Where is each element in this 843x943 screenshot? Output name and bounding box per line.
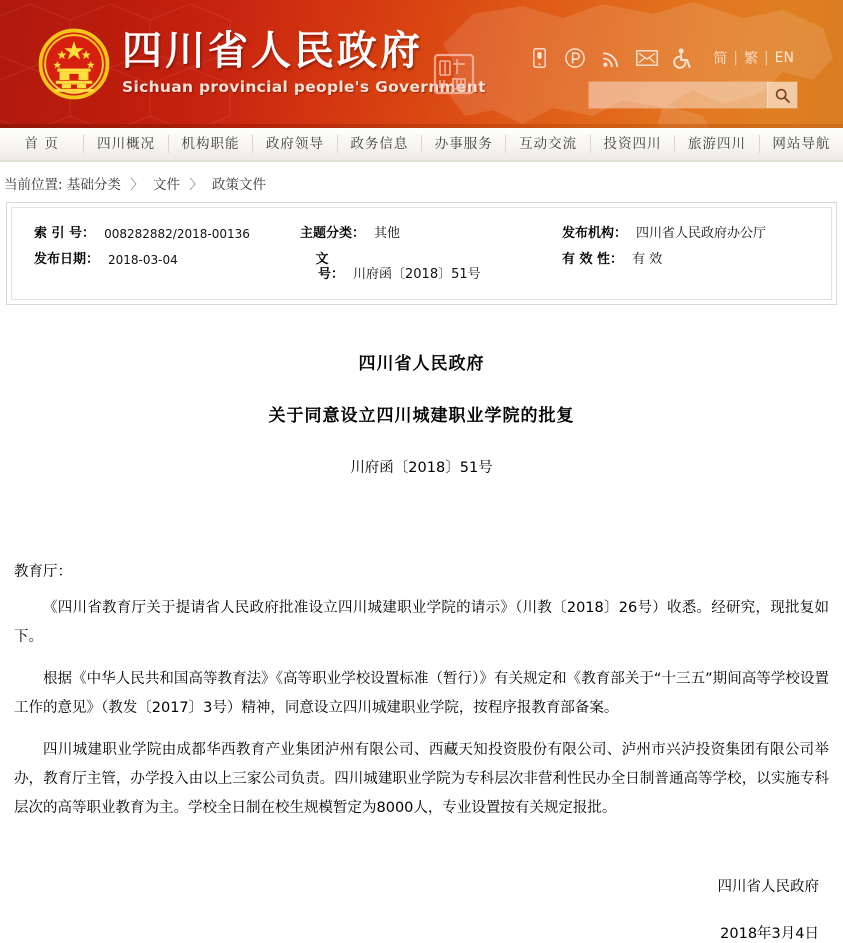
nav-item-home[interactable]: 首 页 <box>0 135 84 153</box>
metadata-date-label: 发布日期： <box>34 252 100 267</box>
document-paragraph-1: 《四川省教育厅关于提请省人民政府批准设立四川城建职业学院的请示》（川教〔2018〕26号）收悉。经研究，现批复如下。 <box>14 600 829 645</box>
metadata-docnumber-label <box>300 251 344 281</box>
document-title-line1: 四川省人民政府 <box>358 354 485 374</box>
metadata-validity <box>562 251 831 269</box>
nav-item-leaders[interactable]: 政府领导 <box>253 135 337 153</box>
breadcrumb-item-policy-documents[interactable]: 政策文件 <box>212 177 267 193</box>
nav-item-investment[interactable]: 投资四川 <box>591 135 675 153</box>
metadata-index-label: 索 引 号： <box>34 226 96 241</box>
search-button[interactable] <box>767 82 797 108</box>
metadata-validity-value: 有 效 <box>632 252 663 267</box>
rss-icon[interactable] <box>600 46 622 70</box>
breadcrumb <box>0 162 843 202</box>
main-navigation <box>0 128 843 162</box>
metadata-row-2 <box>12 247 831 288</box>
document-body <box>0 305 843 943</box>
site-header-banner <box>0 0 843 128</box>
document-signature: 四川省人民政府 <box>717 879 819 895</box>
nav-item-institutions[interactable]: 机构职能 <box>169 135 253 153</box>
mobile-icon[interactable] <box>528 46 550 70</box>
metadata-agency <box>562 225 831 243</box>
sichuan-seal <box>431 48 477 100</box>
breadcrumb-separator-1: 〉 <box>130 177 144 193</box>
metadata-index <box>12 225 300 243</box>
lang-sep-2: | <box>763 50 769 66</box>
site-title-cn: 四川省人民政府 <box>122 28 423 74</box>
national-emblem <box>36 26 112 102</box>
document-metadata-panel <box>6 202 837 305</box>
lang-sep-1: | <box>733 50 738 66</box>
nav-item-sitemap[interactable]: 网站导航 <box>772 136 831 152</box>
metadata-topic-label: 主题分类： <box>300 226 366 241</box>
metadata-agency-value: 四川省人民政府办公厅 <box>636 226 767 241</box>
metadata-validity-label: 有 效 性： <box>562 252 624 267</box>
nav-item-overview[interactable]: 四川概况 <box>84 135 168 153</box>
metadata-topic-value: 其他 <box>374 226 401 241</box>
banner-bottom-line <box>0 124 843 128</box>
site-search <box>589 82 797 108</box>
accessibility-icon[interactable] <box>672 46 694 70</box>
breadcrumb-prefix: 当前位置: <box>4 177 63 193</box>
mail-icon[interactable] <box>636 46 658 70</box>
document-paragraph-3: 四川城建职业学院由成都华西教育产业集团泸州有限公司、西藏天知投资股份有限公司、泸州市兴泸投资集团有限公司举办，教育厅主管，办学投入由以上三家公司负责。四川城建职业学院为专科层次非营利性民办全日制普通高等学校，以实施专科层次的高等职业教育为主。学校全日制在校生规模暂定为8000人，专业设置按有关规定报批。 <box>14 742 829 816</box>
metadata-topic <box>300 225 562 243</box>
breadcrumb-separator-2: 〉 <box>189 177 203 193</box>
breadcrumb-item-documents[interactable]: 文件 <box>152 177 180 193</box>
language-switcher <box>710 48 797 68</box>
nav-item-tourism[interactable]: 旅游四川 <box>675 135 759 153</box>
document-title-line2: 关于同意设立四川城建职业学院的批复 <box>268 406 575 426</box>
metadata-date-value: 2018-03-04 <box>108 253 178 267</box>
metadata-agency-label: 发布机构： <box>562 226 628 241</box>
search-input[interactable] <box>589 82 767 108</box>
search-icon <box>775 88 790 103</box>
site-title-en: Sichuan provincial people's Government <box>122 78 486 96</box>
document-salutation: 教育厅： <box>14 564 72 580</box>
metadata-docnumber-label-line2: 号： <box>317 266 344 281</box>
metadata-docnumber-value: 川府函〔2018〕51号 <box>353 267 481 282</box>
document-title-block <box>14 305 829 477</box>
header-tools <box>528 46 797 70</box>
document-number: 川府函〔2018〕51号 <box>350 460 493 476</box>
lang-traditional[interactable]: 繁 <box>743 51 758 67</box>
breadcrumb-item-category[interactable]: 基础分类 <box>66 177 121 193</box>
metadata-publish-date <box>12 251 300 269</box>
metadata-docnumber <box>300 251 562 284</box>
nav-item-interaction[interactable]: 互动交流 <box>506 135 590 153</box>
lang-english[interactable]: EN <box>774 50 794 66</box>
document-sign-date: 2018年3月4日 <box>720 926 819 942</box>
weibo-icon[interactable] <box>564 46 586 70</box>
lang-simplified[interactable]: 简 <box>713 51 728 67</box>
metadata-row-1 <box>12 221 831 247</box>
metadata-docnumber-label-line1: 文 <box>315 251 329 266</box>
metadata-index-value: 008282882/2018-00136 <box>104 227 250 241</box>
nav-item-govinfo[interactable]: 政务信息 <box>338 135 422 153</box>
nav-item-services[interactable]: 办事服务 <box>422 135 506 153</box>
document-paragraph-2: 根据《中华人民共和国高等教育法》《高等职业学校设置标准（暂行）》有关规定和《教育部关于“十三五”期间高等学校设置工作的意见》（教发〔2017〕3号）精神，同意设立四川城建职业学院，按程序报教育部备案。 <box>14 671 829 716</box>
